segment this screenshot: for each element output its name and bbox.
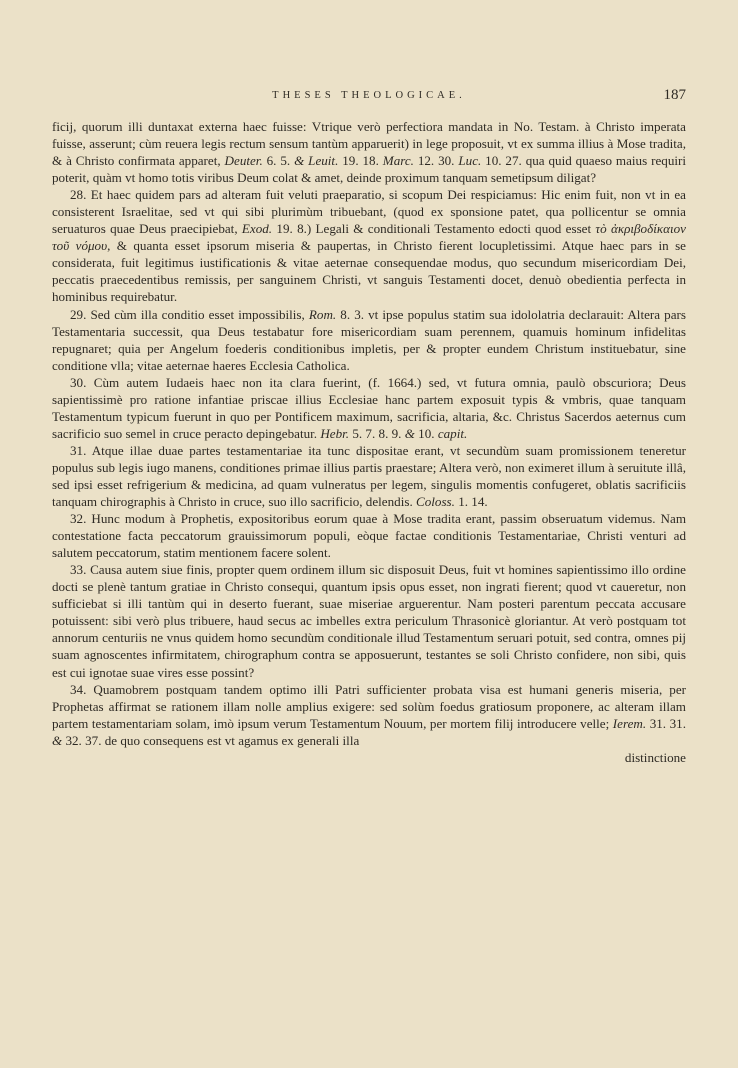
paragraph-31 — [52, 442, 686, 510]
italic-reference: Coloss. — [416, 494, 455, 510]
italic-reference: Leuit. — [308, 153, 339, 169]
text-run: 34. Quamobrem postquam tandem optimo illi Patri sufficienter probata visa est humani generis miseria, per Prophetas affirmat se rationem illam nolle amplius exigere: sed solùm foedus gratiosum proponere, ac alteram illam partem testamentariam solam, imò ipsum verum Testamentum Nouum, per mortem filij introducere velle; — [52, 681, 686, 731]
text-run: 30. Cùm autem Iudaeis haec non ita clara fuerint, (f. 1664.) sed, vt futura omnia, paulò obscuriora; Deus sapientissimè pro ratione infantiae priscae illius Ecclesiae hanc partem exposuit typis & vmbris, quae tanquam Testamentum typicum fuerunt in quo per Pontificem maximum, sacrificia, altaria, &c. Christus Sacerdos aeternus cum sacrificio suo semel in cruce peracto depingebatur. — [52, 374, 686, 441]
text-run: 8. 3. vt ipse populus statim sua idololatria declarauit: Altera pars Testamentaria successit, qua Deus testabatur fore misericordiam suam perennem, quamuis hominum infidelitas repugnaret; quia per Angelum foederis conditionibus impletis, per & propter eundem Christum instituebatur, sine conditione vlla; vitae aeternae haeres Ecclesia Catholica. — [52, 306, 686, 373]
text-run: 19. 8.) Legali & conditionali Testamento edocti quod esset — [272, 221, 596, 237]
italic-reference: Hebr. — [320, 425, 350, 441]
text-run: 10. 27. qua quid quaeso maius requiri poterit, quàm vt homo totis viribus Deum colat & amet, deinde proximum tanquam semetipsum diligat? — [52, 153, 686, 186]
italic-reference: Marc. — [382, 153, 414, 169]
text-run: 10. — [414, 425, 438, 441]
page-number: 187 — [663, 87, 686, 103]
italic-reference: & — [52, 732, 63, 748]
text-run: ficij, quorum illi duntaxat externa haec fuisse: Vtrique verò perfectiora mandata in No. Testam. à Christo imperata fuisse, asserunt; cùm reuera legis rectum sensum tantùm apparuerit) in lege proposuit, vt ex summa illius à Mose tradita, & à Christo confirmata apparet, — [52, 119, 686, 169]
text-run: 33. Causa autem siue finis, propter quem ordinem illum sic disposuit Deus, fuit vt homines sapientissimo illo ordine docti se plenè tantum gratiae in Christo consequi, quantum ipsis opus esset, non ingrati fierent; quod vt caueretur, non sufficiebat si illi tantùm qui in deserto fuerant, suae miseriae arguerentur. Nam posteri parentum peccata accusare potuissent: sibi verò plus tribuere, haud secus ac imbelles extra periculum Thrasonicè gloriantur. At verò postquam tot annorum centuriis ne vnus quidem homo secundùm conditionale illud Testamentum seruari potuit, sed contra, omnes pij suam agnoscentes infirmitatem, chirographum contra se apposuerunt, testantes se soli Christo confidere, non sibi, quis est cui ignotae suae vires esse possint? — [52, 562, 686, 680]
catchword: distinctione — [624, 749, 686, 765]
paragraph-continuation — [52, 118, 686, 186]
italic-reference: & — [294, 153, 305, 169]
paragraph-32 — [52, 510, 686, 561]
paragraph-34 — [52, 681, 686, 749]
running-title: THESES THEOLOGICAE. — [272, 90, 466, 101]
italic-reference: Rom. — [308, 306, 337, 322]
italic-reference: Ierem. — [612, 715, 647, 731]
italic-reference: Exod. — [241, 221, 273, 237]
paragraph-28 — [52, 186, 686, 305]
text-run: 12. 30. — [413, 153, 459, 169]
italic-reference: Deuter. — [224, 153, 263, 169]
text-run: 29. Sed cùm illa conditio esset impossibilis, — [70, 306, 309, 322]
italic-reference: capit. — [437, 425, 468, 441]
text-run: 31. Atque illae duae partes testamentariae ita tunc dispositae erant, vt secundùm suam promissionem teneretur populus sub legis iugo manens, conditiones primae illius partis praestare; Altera verò, non eximeret illum à seruitute illâ, sed ipsi esset refrigerium & medicina, ad quam vulneratus per legem, singulis momentis confugeret, oblatis sacrificiis tanquam chirographis à Christo in cruce, suo illo sacrificio, delendis. — [52, 442, 686, 510]
text-run: 19. 18. — [338, 153, 383, 169]
paragraph-29 — [52, 306, 686, 374]
italic-reference: Luc. — [458, 153, 482, 169]
text-run: 32. Hunc modum à Prophetis, expositoribus eorum quae à Mose tradita erant, passim obseruatum videmus. Nam contestatione facta peccatorum grauissimorum populi, eòque factae conditionis Testamentariae, Christi venturi ad salutem peccatorum, statim mentionem facere solent. — [52, 511, 686, 561]
page-header — [52, 87, 686, 110]
paragraph-33 — [52, 561, 686, 680]
italic-reference: τὸ ἀκριβοδίκαιον τοῦ νόμου — [52, 221, 686, 254]
text-run: 28. Et haec quidem pars ad alteram fuit veluti praeparatio, si scopum Dei respiciamus: Hic enim fuit, non vt in ea consisterent Israelitae, sed vt qui sibi plurimùm tribuebant, (quod ex sponsione patet, qua pollicentur se omnia seruaturos quae Deus praecipiebat, — [52, 187, 686, 237]
text-body — [52, 118, 686, 766]
paragraph-30 — [52, 374, 686, 442]
text-run: 31. 31. — [646, 715, 686, 731]
text-run: 1. 14. — [454, 494, 488, 510]
text-run: 6. 5. — [262, 153, 295, 169]
italic-reference: & — [404, 425, 415, 441]
text-run: 32. 37. de quo consequens est vt agamus ex generali illa — [62, 732, 360, 748]
text-run: 5. 7. 8. 9. — [349, 425, 405, 441]
text-run: , & quanta esset ipsorum miseria & paupertas, in Christo fierent locupletissimi. Atque haec pars in se considerata, fuit legitimus iustificationis & vitae aeternae consequendae modus, quo secundum misericordiam Dei, peccatis praecedentibus remissis, per sanguinem Christi, vt sanguis Testamenti docet, denuò obedientia perfecta in hominibus requirebatur. — [52, 238, 686, 305]
